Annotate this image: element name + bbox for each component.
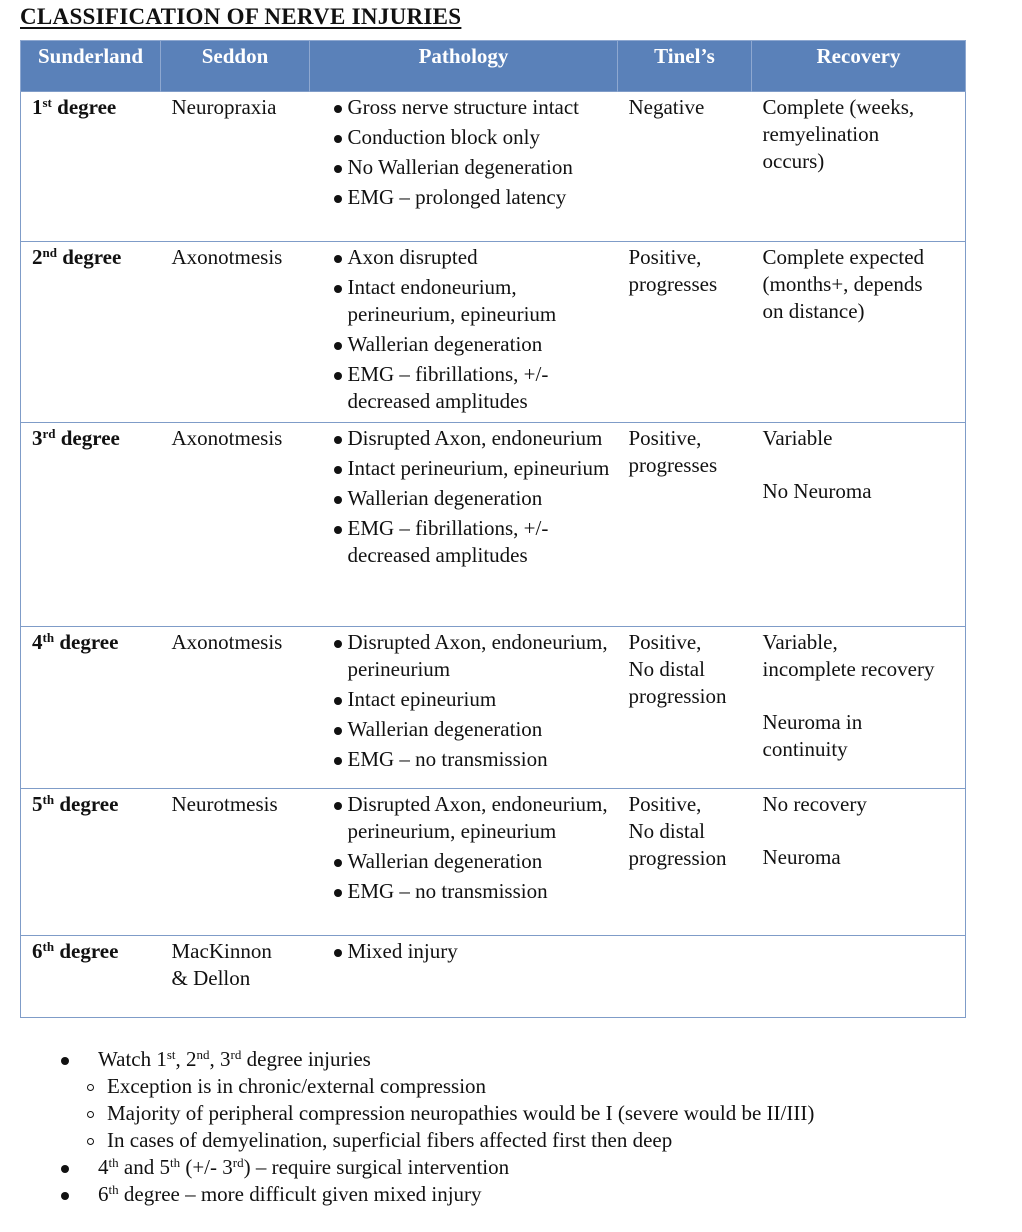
- note-text: , 2: [175, 1047, 197, 1071]
- cell-tinels: [618, 92, 752, 242]
- bullet-icon: [334, 165, 342, 173]
- recovery-text: continuity: [762, 737, 848, 761]
- recovery-text: incomplete recovery: [762, 657, 935, 681]
- note-text: st: [166, 1047, 176, 1062]
- pathology-text: Disrupted Axon, endoneurium: [347, 426, 603, 450]
- tinels-text: Positive,: [628, 245, 702, 269]
- pathology-item: [332, 515, 614, 569]
- pathology-item: [332, 485, 614, 512]
- seddon-text: Neurotmesis: [171, 792, 278, 816]
- note-text: rd: [232, 1155, 244, 1170]
- table-row: [21, 789, 966, 936]
- header-sunderland: Sunderland: [21, 41, 161, 92]
- nerve-injury-table: [20, 40, 966, 1018]
- bullet-icon: [334, 255, 342, 263]
- recovery-text: Complete (weeks,: [762, 95, 915, 119]
- document-title: CLASSIFICATION OF NERVE INJURIES: [20, 4, 462, 29]
- paragraph-gap: [763, 452, 962, 478]
- pathology-item: [332, 629, 614, 683]
- pathology-item: [332, 331, 614, 358]
- cell-seddon: [161, 936, 310, 1018]
- pathology-item: [332, 791, 614, 845]
- table-row: [21, 423, 966, 627]
- cell-sunderland: [21, 627, 161, 789]
- hollow-bullet-icon: [87, 1084, 94, 1091]
- seddon-text: Neuropraxia: [171, 95, 277, 119]
- note-text: rd: [230, 1047, 242, 1062]
- note-text: Exception is in chronic/external compression: [107, 1074, 487, 1098]
- note-text: , 3: [209, 1047, 231, 1071]
- table-header-row: [21, 41, 966, 92]
- recovery-text: Complete expected: [762, 245, 925, 269]
- note-item: [0, 1154, 814, 1181]
- pathology-text: EMG – no transmission: [347, 879, 548, 903]
- header-seddon: Seddon: [161, 41, 310, 92]
- header-recovery: Recovery: [752, 41, 966, 92]
- bullet-icon: [334, 727, 342, 735]
- pathology-text: Wallerian degeneration: [347, 486, 543, 510]
- tinels-text: No distal: [628, 819, 705, 843]
- degree-text: degree: [54, 792, 119, 816]
- bullet-icon: [334, 436, 342, 444]
- note-subitem: [0, 1127, 814, 1154]
- table-row: [21, 936, 966, 1018]
- degree-text: th: [42, 939, 55, 954]
- note-text: degree – more difficult given mixed injury: [118, 1182, 482, 1206]
- bullet-icon: [334, 757, 342, 765]
- table-row: [21, 242, 966, 423]
- degree-text: 3: [32, 426, 43, 450]
- bullet-icon: [334, 342, 342, 350]
- bullet-icon: [61, 1057, 69, 1065]
- note-text: and 5: [118, 1155, 170, 1179]
- seddon-text: Axonotmesis: [171, 630, 283, 654]
- cell-seddon: [161, 423, 310, 627]
- bullet-icon: [61, 1165, 69, 1173]
- tinels-text: Positive,: [628, 630, 702, 654]
- cell-sunderland: [21, 423, 161, 627]
- tinels-text: Positive,: [628, 426, 702, 450]
- pathology-text: Wallerian degeneration: [347, 332, 543, 356]
- recovery-text: Neuroma in: [762, 710, 863, 734]
- degree-text: rd: [42, 426, 56, 441]
- pathology-text: EMG – prolonged latency: [347, 185, 567, 209]
- cell-pathology: [310, 242, 618, 423]
- note-item: [0, 1046, 814, 1073]
- recovery-text: Neuroma: [762, 845, 841, 869]
- bullet-icon: [334, 285, 342, 293]
- bullet-icon: [334, 372, 342, 380]
- seddon-text: & Dellon: [171, 966, 251, 990]
- degree-text: degree: [56, 245, 122, 269]
- bullet-icon: [334, 496, 342, 504]
- note-subitem: [0, 1073, 814, 1100]
- bullet-icon: [334, 802, 342, 810]
- pathology-text: EMG – fibrillations, +/- decreased amplitudes: [347, 362, 549, 413]
- bullet-icon: [334, 697, 342, 705]
- pathology-item: [332, 184, 614, 211]
- pathology-text: Intact endoneurium, perineurium, epineurium: [347, 275, 557, 326]
- pathology-item: [332, 244, 614, 271]
- bullet-icon: [334, 105, 342, 113]
- pathology-item: [332, 848, 614, 875]
- pathology-text: Conduction block only: [347, 125, 540, 149]
- note-text: Majority of peripheral compression neuropathies would be I (severe would be II/III): [107, 1101, 815, 1125]
- cell-recovery: [752, 242, 966, 423]
- cell-tinels: [618, 242, 752, 423]
- cell-recovery: [752, 627, 966, 789]
- recovery-text: No Neuroma: [762, 479, 872, 503]
- table-row: [21, 92, 966, 242]
- tinels-text: progression: [628, 684, 727, 708]
- degree-text: 2: [32, 245, 43, 269]
- hollow-bullet-icon: [87, 1111, 94, 1118]
- pathology-item: [332, 425, 614, 452]
- cell-tinels: [618, 789, 752, 936]
- paragraph-gap: [763, 818, 962, 844]
- recovery-text: Variable,: [762, 630, 838, 654]
- note-text: 6: [98, 1182, 109, 1206]
- tinels-text: progression: [628, 846, 727, 870]
- pathology-text: Gross nerve structure intact: [347, 95, 580, 119]
- bullet-icon: [334, 949, 342, 957]
- notes-list: [0, 1046, 814, 1208]
- hollow-bullet-icon: [87, 1138, 94, 1145]
- pathology-item: [332, 938, 614, 965]
- note-subitem: [0, 1100, 814, 1127]
- cell-seddon: [161, 242, 310, 423]
- tinels-text: Positive,: [628, 792, 702, 816]
- note-text: th: [108, 1182, 119, 1197]
- tinels-text: Negative: [628, 95, 705, 119]
- cell-seddon: [161, 92, 310, 242]
- note-text: In cases of demyelination, superficial fibers affected first then deep: [107, 1128, 673, 1152]
- degree-text: degree: [51, 95, 117, 119]
- header-tinels: Tinel’s: [618, 41, 752, 92]
- note-text: degree injuries: [241, 1047, 371, 1071]
- note-text: nd: [196, 1047, 210, 1062]
- cell-recovery: [752, 92, 966, 242]
- cell-sunderland: [21, 936, 161, 1018]
- recovery-text: occurs): [762, 149, 825, 173]
- degree-text: th: [42, 630, 55, 645]
- tinels-text: progresses: [628, 272, 718, 296]
- note-text: th: [169, 1155, 181, 1170]
- cell-sunderland: [21, 242, 161, 423]
- note-text: th: [108, 1155, 119, 1170]
- pathology-item: [332, 455, 614, 482]
- cell-recovery: [752, 789, 966, 936]
- degree-text: 6: [32, 939, 43, 963]
- recovery-text: remyelination: [762, 122, 880, 146]
- pathology-item: [332, 361, 614, 415]
- note-text: (+/- 3: [180, 1155, 233, 1179]
- note-text: Watch 1: [98, 1047, 167, 1071]
- pathology-text: Wallerian degeneration: [347, 849, 543, 873]
- paragraph-gap: [763, 683, 962, 709]
- bullet-icon: [334, 195, 342, 203]
- pathology-text: Intact epineurium: [347, 687, 497, 711]
- pathology-text: Disrupted Axon, endoneurium, perineurium, epineurium: [347, 792, 608, 843]
- degree-text: nd: [42, 245, 57, 260]
- pathology-text: EMG – no transmission: [347, 747, 548, 771]
- seddon-text: Axonotmesis: [171, 426, 283, 450]
- cell-pathology: [310, 936, 618, 1018]
- bullet-icon: [334, 859, 342, 867]
- bullet-icon: [334, 526, 342, 534]
- note-item: [0, 1181, 814, 1208]
- recovery-text: (months+, depends: [762, 272, 923, 296]
- cell-pathology: [310, 627, 618, 789]
- bullet-icon: [334, 889, 342, 897]
- header-pathology: Pathology: [310, 41, 618, 92]
- cell-tinels: [618, 936, 752, 1018]
- seddon-text: MacKinnon: [171, 939, 272, 963]
- pathology-text: Axon disrupted: [347, 245, 478, 269]
- degree-text: degree: [54, 630, 119, 654]
- cell-seddon: [161, 627, 310, 789]
- pathology-text: No Wallerian degeneration: [347, 155, 573, 179]
- cell-sunderland: [21, 92, 161, 242]
- pathology-text: Wallerian degeneration: [347, 717, 543, 741]
- bullet-icon: [334, 640, 342, 648]
- pathology-item: [332, 94, 614, 121]
- recovery-text: Variable: [762, 426, 833, 450]
- bullet-icon: [61, 1192, 69, 1200]
- pathology-item: [332, 124, 614, 151]
- cell-seddon: [161, 789, 310, 936]
- bullet-icon: [334, 135, 342, 143]
- cell-tinels: [618, 423, 752, 627]
- cell-pathology: [310, 423, 618, 627]
- tinels-text: No distal: [628, 657, 705, 681]
- pathology-item: [332, 878, 614, 905]
- degree-text: st: [42, 95, 52, 110]
- pathology-text: Mixed injury: [347, 939, 458, 963]
- note-text: ) – require surgical intervention: [243, 1155, 510, 1179]
- cell-pathology: [310, 92, 618, 242]
- note-text: 4: [98, 1155, 109, 1179]
- degree-text: 1: [32, 95, 43, 119]
- cell-recovery: [752, 423, 966, 627]
- pathology-text: Disrupted Axon, endoneurium, perineurium: [347, 630, 608, 681]
- bullet-icon: [334, 466, 342, 474]
- recovery-text: No recovery: [762, 792, 867, 816]
- tinels-text: progresses: [628, 453, 718, 477]
- table-row: [21, 627, 966, 789]
- degree-text: degree: [54, 939, 119, 963]
- pathology-item: [332, 274, 614, 328]
- degree-text: degree: [55, 426, 120, 450]
- degree-text: th: [42, 792, 55, 807]
- pathology-item: [332, 686, 614, 713]
- pathology-item: [332, 746, 614, 773]
- recovery-text: on distance): [762, 299, 865, 323]
- degree-text: 5: [32, 792, 43, 816]
- cell-tinels: [618, 627, 752, 789]
- cell-sunderland: [21, 789, 161, 936]
- cell-recovery: [752, 936, 966, 1018]
- pathology-text: Intact perineurium, epineurium: [347, 456, 610, 480]
- pathology-item: [332, 716, 614, 743]
- pathology-item: [332, 154, 614, 181]
- seddon-text: Axonotmesis: [171, 245, 283, 269]
- degree-text: 4: [32, 630, 43, 654]
- cell-pathology: [310, 789, 618, 936]
- pathology-text: EMG – fibrillations, +/- decreased amplitudes: [347, 516, 549, 567]
